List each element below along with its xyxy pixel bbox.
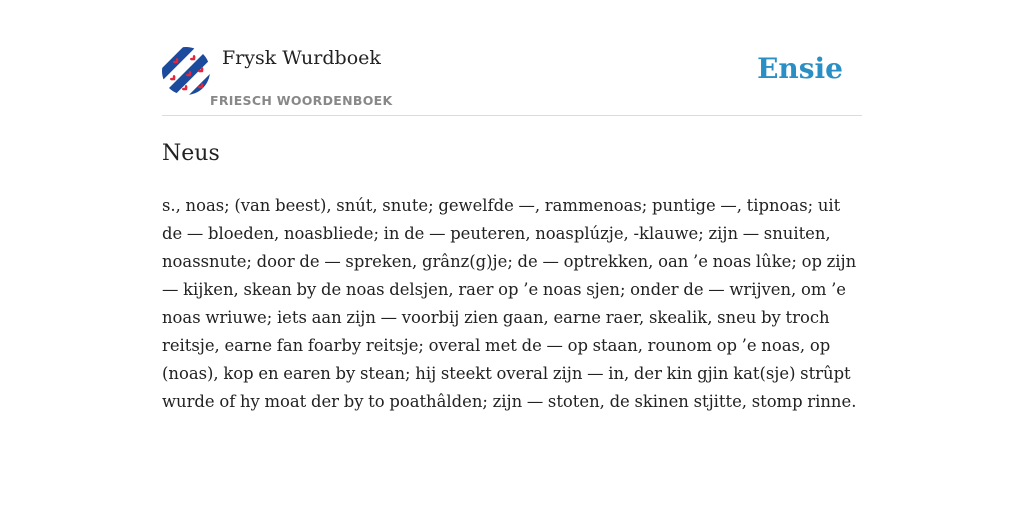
site-header xyxy=(162,46,862,116)
frisian-flag-icon[interactable] xyxy=(162,47,210,95)
dictionary-subtitle: FRIESCH WOORDENBOEK xyxy=(210,93,393,108)
ensie-brand-logo[interactable]: Ensie xyxy=(757,52,843,85)
entry-definition: s., noas; (van beest), snút, snute; gewelfde —, rammenoas; puntige —, tipnoas; uit de — bloeden, noasbliede; in de — peuteren, noasplúzje, -klauwe; zijn — snuiten, noassnute; door de — spreken, grânz(g)je; de — optrekken, oan ’e noas lûke; op zijn — kijken, skean by de noas delsjen, raer op ’e noas sjen; onder de — wrijven, om ’e noas wriuwe; iets aan zijn — voorbij zien gaan, earne raer, skealik, sneu by troch reitsje, earne fan foarby reitsje; overal met de — op staan, rounom op ’e noas, op (noas), kop en earen by stean; hij steekt overal zijn — in, der kin gjin kat(sje) strûpt wurde of hy moat der by to poathâlden; zijn — stoten, de skinen stjitte, stomp rinne. xyxy=(162,196,857,411)
dictionary-title[interactable]: Frysk Wurdboek xyxy=(222,47,381,69)
entry-word: Neus xyxy=(162,141,220,166)
